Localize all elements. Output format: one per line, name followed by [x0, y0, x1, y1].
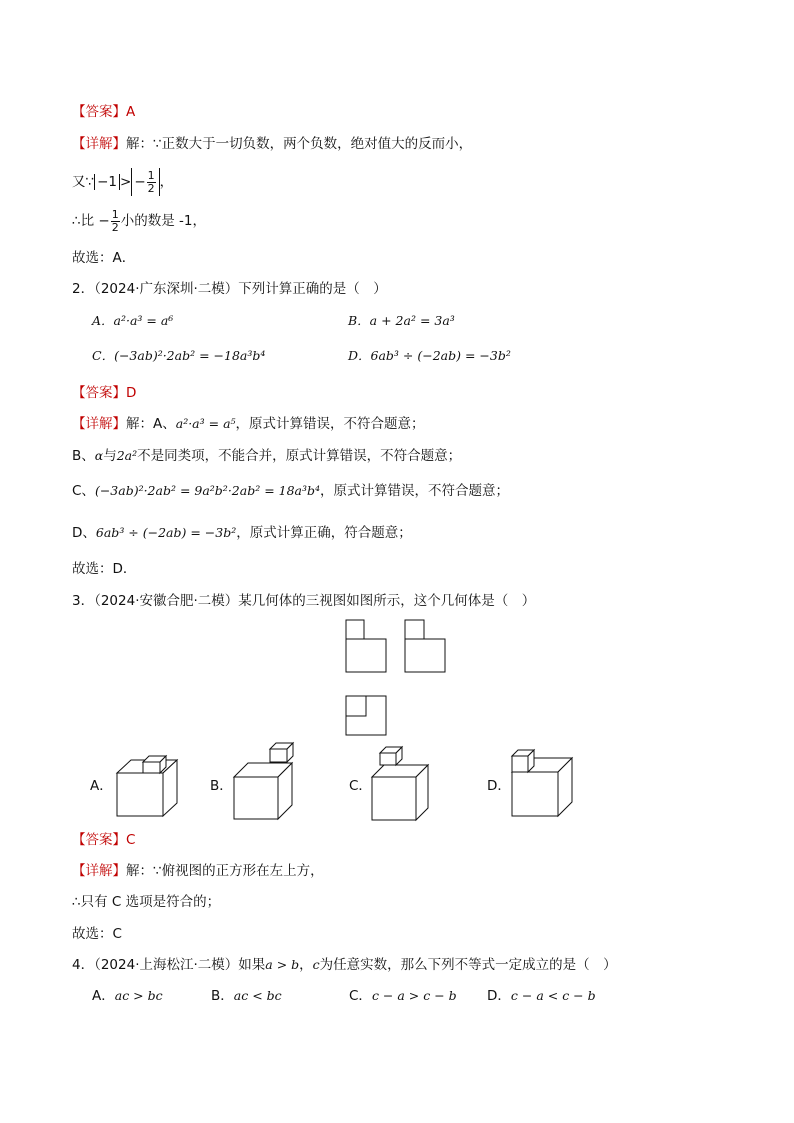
detail-text: 解：A、	[126, 416, 176, 432]
q1-answer	[72, 102, 135, 122]
math-expression: ac > bc	[114, 988, 163, 1003]
q3-option-c-figure	[370, 742, 440, 822]
comma: ，	[159, 174, 174, 190]
q1-detail-3	[72, 205, 206, 237]
minus-sign: −	[134, 174, 146, 190]
side-view	[405, 620, 445, 672]
q4-option-b	[211, 986, 282, 1006]
q2-option-c: C．(−3ab)²·2ab² = −18a³b⁴	[92, 348, 266, 363]
q3-option-d-figure	[510, 744, 580, 819]
math-expression: 6ab³ ÷ (−2ab) = −3b²	[95, 525, 237, 540]
math-expression: a > b	[265, 957, 300, 972]
detail-text: D、	[72, 525, 96, 541]
detail-label: 【详解】	[72, 863, 126, 879]
q2-detail-a	[72, 414, 425, 434]
q4-option-d	[487, 986, 596, 1006]
detail-text: ，原式计算错误，不符合题意；	[320, 483, 510, 499]
detail-text: C、	[72, 483, 95, 499]
q3-option-b-label: B．	[210, 778, 233, 794]
detail-text: 解：∵正数大于一切负数，两个负数，绝对值大的反而小，	[126, 136, 473, 152]
math-expression: 2a²	[116, 448, 138, 463]
q3-option-a-figure	[115, 746, 185, 821]
q3-option-a-label: A．	[90, 778, 113, 794]
math-expression: α	[94, 448, 104, 463]
math-expression: ac < bc	[233, 988, 282, 1003]
detail-text: 小的数是 -1，	[120, 213, 206, 229]
q2-stem: 2．（2024·广东深圳·二模）下列计算正确的是（ ）	[72, 281, 387, 297]
q4-stem	[72, 955, 617, 975]
q1-detail-1	[72, 134, 472, 154]
option-label: B．	[211, 988, 234, 1004]
answer-value: A	[126, 104, 136, 120]
q1-conclusion: 故选：A．	[72, 250, 136, 266]
q3-stem: 3．（2024·安徽合肥·二模）某几何体的三视图如图所示，这个几何体是（ ）	[72, 593, 536, 609]
math-expression: c − a < c − b	[510, 988, 596, 1003]
detail-text: ∴比	[72, 213, 95, 229]
q4-option-c	[349, 986, 457, 1006]
math-expression: (−3ab)²·2ab² = 9a²b²·2ab² = 18a³b⁴	[94, 483, 321, 498]
q3-option-c-label: C．	[349, 778, 372, 794]
q2-detail-c	[72, 481, 509, 501]
fraction	[147, 170, 156, 195]
front-view	[346, 620, 386, 672]
math-expression: c	[312, 957, 320, 972]
detail-label: 【详解】	[72, 416, 126, 432]
answer-value: C	[126, 832, 136, 848]
q3-conclusion: 故选：C	[72, 926, 122, 942]
detail-text: ，原式计算错误，不符合题意；	[235, 416, 425, 432]
abs-value	[94, 174, 120, 190]
stem-text: 为任意实数，那么下列不等式一定成立的是（ ）	[319, 957, 617, 973]
detail-text: B、	[72, 448, 95, 464]
fraction-numerator: 1	[147, 168, 155, 182]
detail-text: 解：∵俯视图的正方形在左上方，	[126, 863, 324, 879]
q3-detail-2: ∴只有 C 选项是符合的；	[72, 894, 221, 910]
detail-label: 【详解】	[72, 136, 126, 152]
detail-text: ，原式计算正确，符合题意；	[236, 525, 412, 541]
answer-label: 【答案】	[72, 832, 126, 848]
answer-label: 【答案】	[72, 104, 126, 120]
q2-option-b: B．a + 2a² = 3a³	[348, 313, 455, 328]
top-view	[346, 696, 386, 735]
fraction-numerator: 1	[111, 207, 119, 221]
answer-value: D	[126, 385, 137, 401]
detail-text: 与	[103, 448, 117, 464]
abs-value	[131, 168, 159, 196]
q3-option-d-label: D．	[487, 778, 511, 794]
gt-sign: >	[120, 174, 132, 190]
minus-sign: −	[98, 213, 110, 229]
q2-option-d: D．6ab³ ÷ (−2ab) = −3b²	[348, 348, 511, 363]
q4-option-a	[92, 986, 163, 1006]
detail-text: 又∵	[72, 174, 95, 190]
fraction-denominator: 2	[147, 181, 155, 195]
fraction-denominator: 2	[111, 220, 119, 234]
comma: ，	[299, 957, 313, 973]
option-label: C．	[349, 988, 372, 1004]
abs-content: −1	[97, 174, 117, 190]
three-view-figure	[340, 618, 460, 738]
option-label: A．	[92, 988, 115, 1004]
q3-answer	[72, 830, 135, 850]
q2-answer	[72, 383, 136, 403]
detail-text: 不是同类项，不能合并，原式计算错误，不符合题意；	[137, 448, 462, 464]
q3-detail-1	[72, 861, 324, 881]
q2-detail-b	[72, 446, 461, 466]
q2-option-a: A．a²·a³ = a⁶	[92, 313, 174, 328]
q3-option-b-figure	[232, 742, 302, 822]
q2-detail-d	[72, 523, 412, 543]
q2-conclusion: 故选：D．	[72, 561, 137, 577]
stem-text: 4．（2024·上海松江·二模）如果	[72, 957, 266, 973]
option-label: D．	[487, 988, 511, 1004]
q1-detail-2	[72, 166, 173, 198]
math-expression: c − a > c − b	[371, 988, 457, 1003]
math-expression: a²·a³ = a⁵	[175, 416, 236, 431]
answer-label: 【答案】	[72, 385, 126, 401]
fraction	[111, 209, 120, 234]
